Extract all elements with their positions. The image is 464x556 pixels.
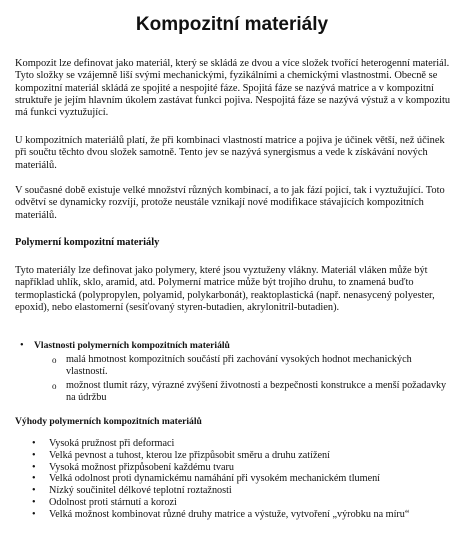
sub-bullet-icon: o	[52, 355, 57, 366]
bullet-icon: •	[20, 340, 24, 351]
bullet-icon: •	[32, 473, 36, 485]
bullet-icon: •	[32, 449, 36, 461]
properties-bullet-label: Vlastnosti polymerních kompozitních materiálů	[34, 340, 230, 351]
list-item	[32, 461, 455, 474]
list-item	[32, 496, 455, 509]
synergy-paragraph: U kompozitních materiálů platí, že při kombinaci vlastností matrice a pojiva je účinek větší, než účinek při součtu těchto dvou složek samotně. Tento jev se nazývá synergismus a vede k získávání nových materiálů.	[15, 135, 445, 171]
list-item	[52, 380, 450, 404]
advantage-text: Velká odolnost proti dynamickému namáhání při vysokém mechanickém tlumení	[49, 473, 381, 485]
list-item	[32, 438, 455, 450]
properties-sub-item: možnost tlumit rázy, výrazné zvýšení životnosti a bezpečnosti konstrukce a menší požadavky na údržbu	[66, 380, 447, 404]
properties-list	[20, 340, 450, 406]
list-item	[32, 449, 455, 462]
advantages-heading: Výhody polymerních kompozitních materiálů	[15, 416, 202, 427]
bullet-icon: •	[32, 496, 36, 508]
advantage-text: Velká pevnost a tuhost, kterou lze přizpůsobit směru a druhu zatížení	[49, 449, 330, 461]
combinations-paragraph: V současné době existuje velké množství různých kombinací, a to jak fází pojicí, tak i vyztužující. Toto odvětví se dynamicky rozvíjí, protože neustále vznikají nové modifikace stávajících kompozitních materiálů.	[15, 185, 445, 221]
advantage-text: Nízký součinitel délkové teplotní roztažnosti	[49, 485, 232, 497]
advantage-text: Vysoká pružnost při deformaci	[49, 438, 175, 449]
bullet-icon: •	[32, 485, 36, 497]
properties-sub-list	[20, 354, 450, 404]
list-item	[32, 508, 455, 521]
polymer-paragraph: Tyto materiály lze definovat jako polymery, které jsou vyztuženy vlákny. Materiál vláken může být například uhlík, sklo, aramid, atd. Polymerní matrice může být trojího druhu, to znamená buďto termoplastická (polypropylen, polyamid, polykarbonát), reaktoplastická (např. nenasycený polyester, epoxid), nebo elastomerní (sesíťovaný styren-butadien, akrylonitril-butadien).	[15, 265, 435, 313]
list-item	[32, 485, 455, 497]
bullet-icon: •	[32, 438, 36, 449]
properties-bullet	[20, 340, 450, 352]
advantage-text: Odolnost proti stárnutí a korozi	[49, 496, 177, 508]
advantages-list	[32, 438, 455, 520]
document-title: Kompozitní materiály	[135, 14, 329, 35]
list-item	[52, 354, 450, 378]
list-item	[32, 473, 455, 485]
intro-paragraph: Kompozit lze definovat jako materiál, který se skládá ze dvou a více složek tvořící heterogenní materiál. Tyto složky se vzájemně liší svými mechanickými, fyzikálními a chemickými vlastnostmi. Obecně se kompozitní materiál skládá ze spojité a nespojité fáze. Spojitá fáze se nazývá matrice a v kompozitní struktuře je jejím hlavním úkolem zastávat funkci pojiva. Nespojitá fáze se nazývá výstuž a v kompozitu má funkci vyztužující.	[15, 58, 451, 119]
advantage-text: Velká možnost kombinovat různé druhy matrice a výstuže, vytvoření „výrobku na míru“	[49, 508, 410, 520]
advantage-text: Vysoká možnost přizpůsobení každému tvaru	[49, 461, 235, 473]
sub-bullet-icon: o	[52, 381, 57, 392]
bullet-icon: •	[32, 508, 36, 520]
section-heading: Polymerní kompozitní materiály	[15, 237, 160, 248]
properties-sub-item: malá hmotnost kompozitních součástí při zachování vysokých hodnot mechanických vlastností.	[66, 354, 412, 378]
bullet-icon: •	[32, 461, 36, 473]
